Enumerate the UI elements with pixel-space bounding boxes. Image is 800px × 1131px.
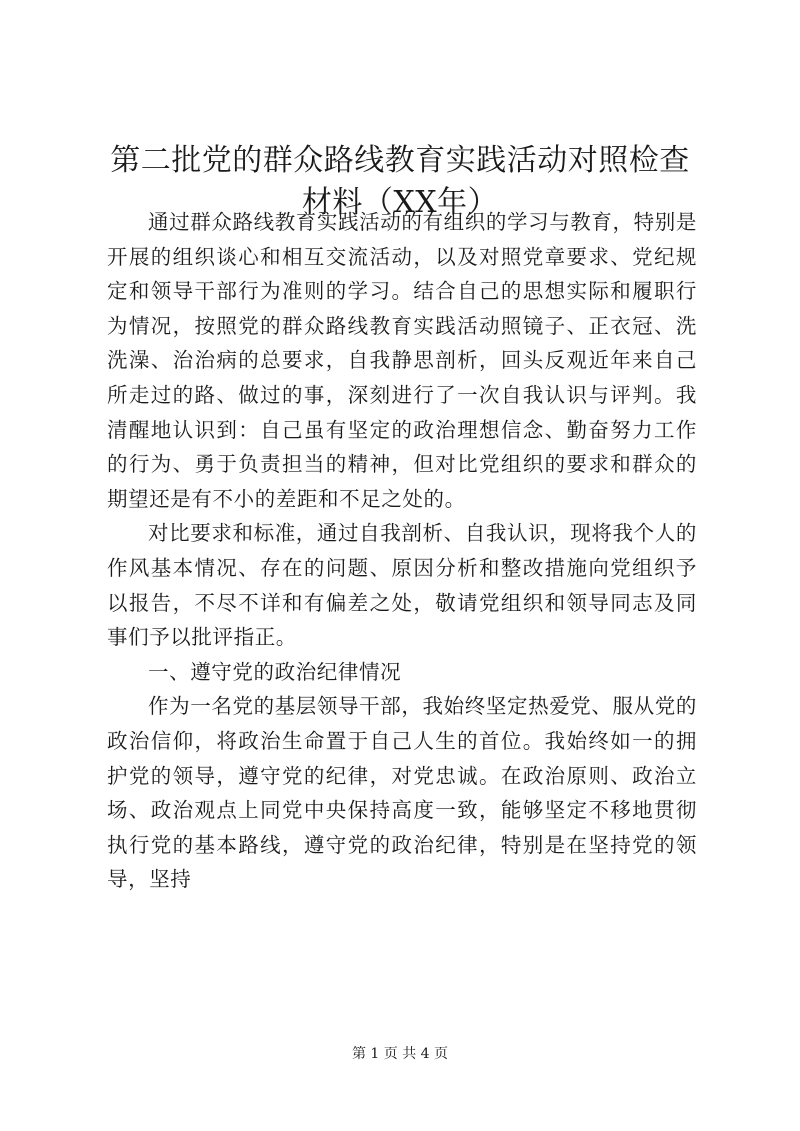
paragraph-political-discipline: 作为一名党的基层领导干部，我始终坚定热爱党、服从党的政治信仰，将政治生命置于自己人生的首位。我始终如一的拥护党的领导，遵守党的纪律，对党忠诚。在政治原则、政治立场、政治观点上同党中央保持高度一致，能够坚定不移地贯彻执行党的基本路线，遵守党的政治纪律，特别是在坚持党的领导，坚持 xyxy=(107,694,697,892)
paragraph-intro: 通过群众路线教育实践活动的有组织的学习与教育，特别是开展的组织谈心和相互交流活动，以及对照党章要求、党纪规定和领导干部行为准则的学习。结合自己的思想实际和履职行为情况，按照党的群众路线教育实践活动照镜子、正衣冠、洗洗澡、治治病的总要求，自我静思剖析，回头反观近年来自己所走过的路、做过的事，深刻进行了一次自我认识与评判。我清醒地认识到：自己虽有坚定的政治理想信念、勤奋努力工作的行为、勇于负责担当的精神，但对比党组织的要求和群众的期望还是有不小的差距和不足之处的。 xyxy=(107,210,697,511)
page-footer: 第 1 页 共 4 页 xyxy=(351,1046,449,1062)
document-title: 第二批党的群众路线教育实践活动对照检查材料（XX年） xyxy=(110,143,690,220)
document-body xyxy=(107,205,697,897)
section-heading-political-discipline: 一、遵守党的政治纪律情况 xyxy=(148,659,402,684)
paragraph-report: 对比要求和标准，通过自我剖析、自我认识，现将我个人的作风基本情况、存在的问题、原因分析和整改措施向党组织予以报告，不尽不详和有偏差之处，敬请党组织和领导同志及同事们予以批评指正。 xyxy=(107,521,697,650)
